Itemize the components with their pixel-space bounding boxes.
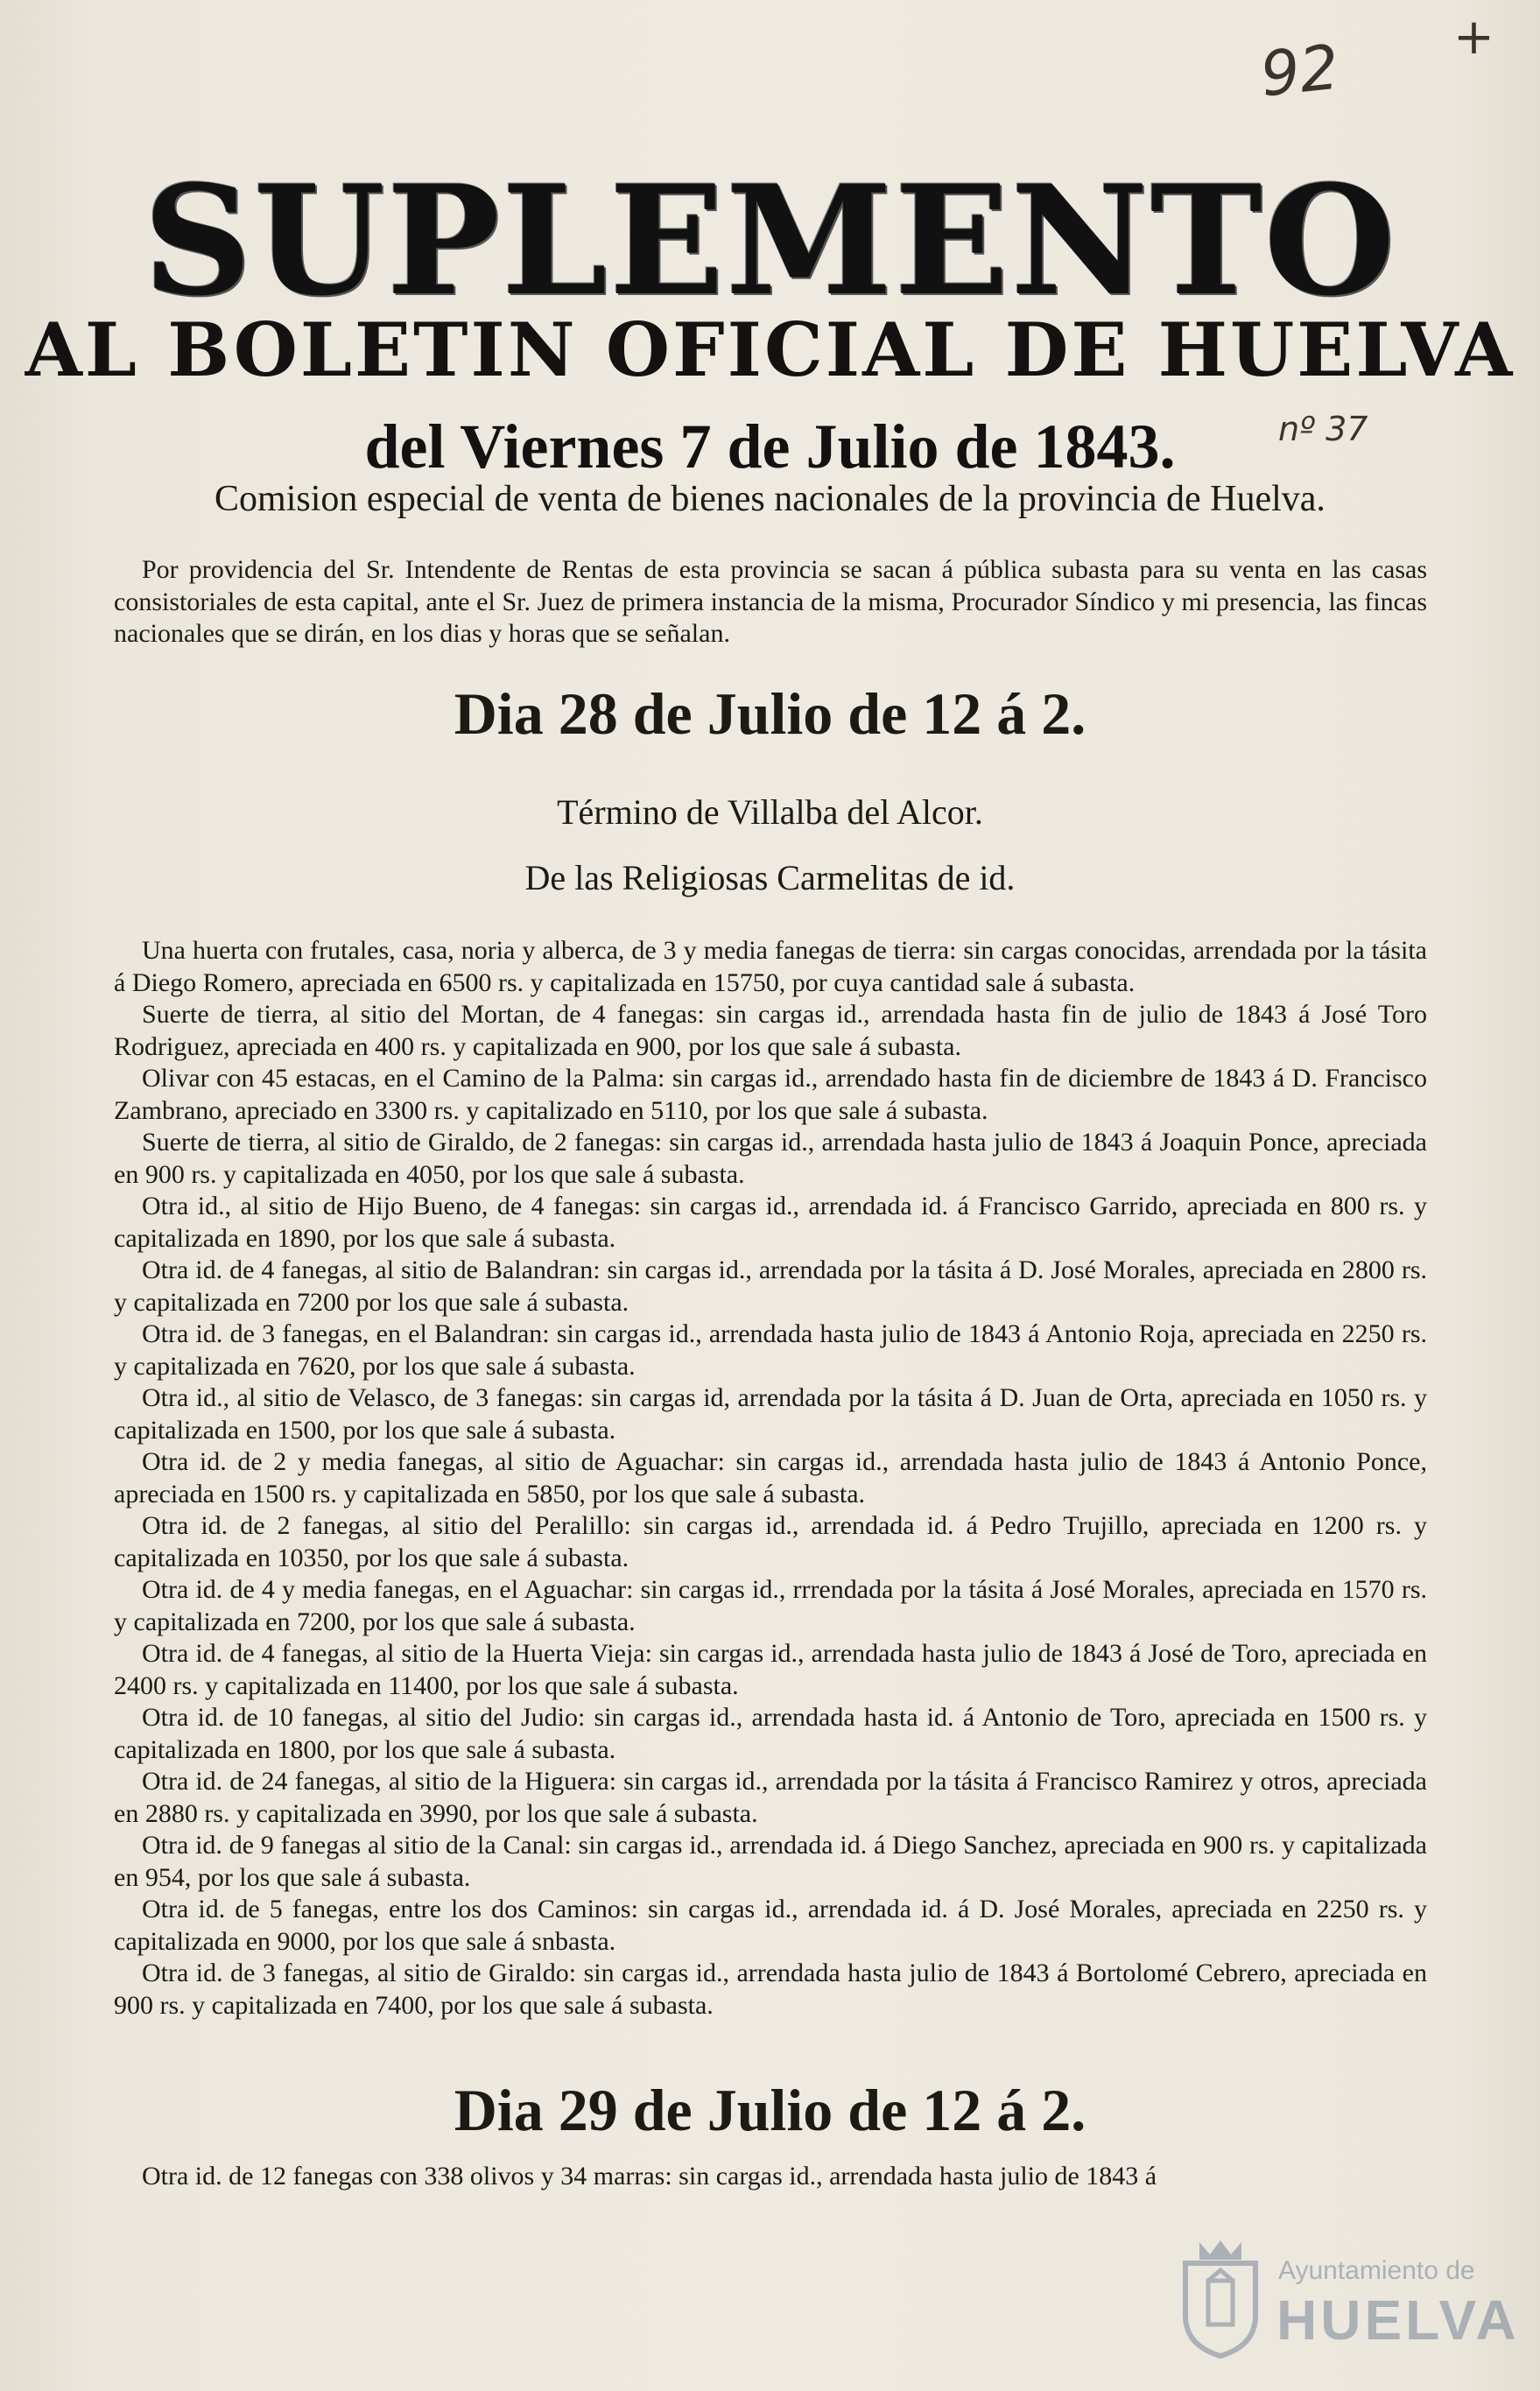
handwritten-corner-mark: + (1453, 9, 1494, 66)
lot-list (114, 935, 1427, 2022)
handwritten-boletin-number: nº 37 (1278, 410, 1368, 448)
issue-date: del Viernes 7 de Julio de 1843. (364, 411, 1176, 482)
day2-lot-item: Otra id. de 12 fanegas con 338 olivos y 34 marras: sin cargas id., arrendada hasta julio de 1843 á (142, 2162, 1157, 2191)
watermark-line1: Ayuntamiento de (1278, 2256, 1475, 2285)
lot-item: Otra id. de 2 y media fanegas, al sitio de Aguachar: sin cargas id., arrendada hasta julio de 1843 á Antonio Ponce, apreciada en 1500 rs. y capitalizada en 5850, por los que sale á subasta. (114, 1447, 1427, 1508)
coat-of-arms-icon (1173, 2237, 1268, 2359)
lot-item: Olivar con 45 estacas, en el Camino de la Palma: sin cargas id., arrendado hasta fin de diciembre de 1843 á D. Francisco Zambrano, apreciado en 3300 rs. y capitalizado en 5110, por los que sale á subasta. (114, 1064, 1427, 1125)
lot-item: Otra id. de 4 fanegas, al sitio de Balandran: sin cargas id., arrendada por la tásita á D. José Morales, apreciada en 2800 rs. y capitalizada en 7200 por los que sale á subasta. (114, 1255, 1427, 1317)
termino-heading: Término de Villalba del Alcor. (557, 792, 983, 832)
lot-item: Suerte de tierra, al sitio de Giraldo, de 2 fanegas: sin cargas id., arrendada hasta julio de 1843 á Joaquin Ponce, apreciada en 900 rs. y capitalizada en 4050, por los que sale á subasta. (114, 1128, 1427, 1189)
commission-line: Comision especial de venta de bienes nacionales de la provincia de Huelva. (214, 479, 1326, 519)
lot-item: Otra id. de 3 fanegas, al sitio de Giraldo: sin cargas id., arrendada hasta julio de 1843 á Bortolomé Cebrero, apreciada en 900 rs. y capitalizada en 7400, por los que sale á subasta. (114, 1959, 1427, 2020)
day1-heading: Dia 28 de Julio de 12 á 2. (454, 680, 1086, 747)
lot-item: Otra id. de 10 fanegas, al sitio del Judio: sin cargas id., arrendada hasta id. á Antonio de Toro, apreciada en 1500 rs. y capitalizada en 1800, por los que sale á subasta. (114, 1703, 1427, 1764)
intro-text: Por providencia del Sr. Intendente de Rentas de esta provincia se sacan á pública subasta para su venta en las casas consistoriales de esta capital, ante el Sr. Juez de primera instancia de la misma, Procurador Síndico y mi presencia, las fincas nacionales que se dirán, en los dias y horas que se señalan. (114, 555, 1427, 648)
lot-item: Suerte de tierra, al sitio del Mortan, de 4 fanegas: sin cargas id., arrendada hasta fin de julio de 1843 á José Toro Rodriguez, apreciada en 400 rs. y capitalizada en 900, por los que sale á subasta. (114, 1000, 1427, 1061)
intro-paragraph (114, 554, 1427, 650)
archive-watermark (1173, 2237, 1520, 2368)
watermark-line2: HUELVA (1276, 2289, 1520, 2352)
owner-heading: De las Religiosas Carmelitas de id. (524, 858, 1016, 897)
lot-item: Otra id. de 9 fanegas al sitio de la Canal: sin cargas id., arrendada id. á Diego Sanchez, apreciada en 900 rs. y capitalizada en 954, por los que sale á subasta. (114, 1831, 1427, 1892)
lot-item: Otra id. de 2 fanegas, al sitio del Peralillo: sin cargas id., arrendada id. á Pedro Trujillo, apreciada en 1200 rs. y capitalizada en 10350, por los que sale á subasta. (114, 1511, 1427, 1572)
lot-item: Una huerta con frutales, casa, noria y alberca, de 3 y media fanegas de tierra: sin cargas conocidas, arrendada por la tásita á Diego Romero, apreciada en 6500 rs. y capitalizada en 15750, por cuya cantidad sale á subasta. (114, 936, 1427, 997)
day2-paragraph (114, 2161, 1427, 2193)
document-title: SUPLEMENTO (143, 151, 1397, 329)
handwritten-page-number: 92 (1256, 31, 1343, 111)
lot-item: Otra id. de 4 y media fanegas, en el Aguachar: sin cargas id., rrrendada por la tásita á José Morales, apreciada en 1570 rs. y capitalizada en 7200, por los que sale á subasta. (114, 1575, 1427, 1636)
lot-item: Otra id. de 5 fanegas, entre los dos Caminos: sin cargas id., arrendada id. á D. José Morales, apreciada en 2250 rs. y capitalizada en 9000, por los que sale á snbasta. (114, 1895, 1427, 1956)
lot-item: Otra id. de 3 fanegas, en el Balandran: sin cargas id., arrendada hasta julio de 1843 á Antonio Roja, apreciada en 2250 rs. y capitalizada en 7620, por los que sale á subasta. (114, 1319, 1427, 1381)
lot-item: Otra id., al sitio de Velasco, de 3 fanegas: sin cargas id, arrendada por la tásita á D. Juan de Orta, apreciada en 1050 rs. y capitalizada en 1500, por los que sale á subasta. (114, 1383, 1427, 1445)
day2-heading: Dia 29 de Julio de 12 á 2. (454, 2077, 1086, 2143)
lot-item: Otra id. de 4 fanegas, al sitio de la Huerta Vieja: sin cargas id., arrendada hasta julio de 1843 á José de Toro, apreciada en 2400 rs. y capitalizada en 11400, por los que sale á subasta. (114, 1639, 1427, 1700)
lot-item: Otra id. de 24 fanegas, al sitio de la Higuera: sin cargas id., arrendada por la tásita á Francisco Ramirez y otros, apreciada en 2880 rs. y capitalizada en 3990, por los que sale á subasta. (114, 1767, 1427, 1828)
document-subtitle: AL BOLETIN OFICIAL DE HUELVA (25, 306, 1515, 393)
lot-item: Otra id., al sitio de Hijo Bueno, de 4 fanegas: sin cargas id., arrendada id. á Francisco Garrido, apreciada en 800 rs. y capitalizada en 1890, por los que sale á subasta. (114, 1192, 1427, 1253)
